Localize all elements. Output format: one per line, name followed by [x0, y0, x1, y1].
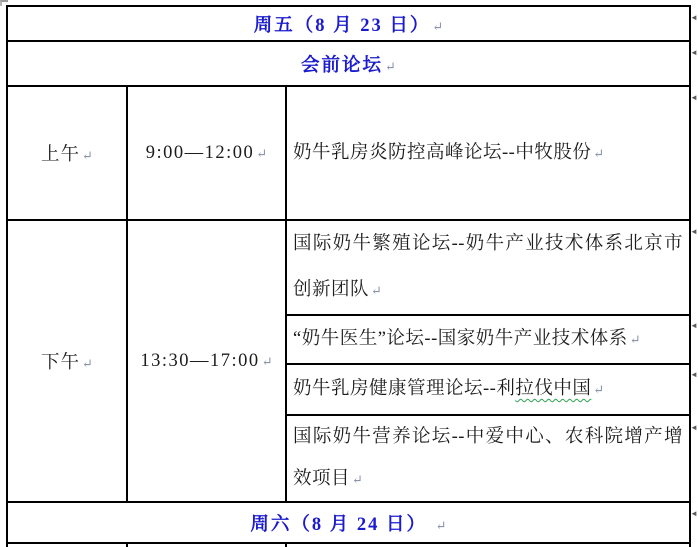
paragraph-mark-icon: ↵ — [593, 382, 605, 397]
day2-header-cell — [7, 502, 690, 543]
morning-period-text: 上午 — [41, 145, 81, 165]
row-end-marker-icon: ◄ — [690, 423, 698, 432]
afternoon-event-2-cell — [286, 315, 690, 364]
afternoon-time-text: 13:30—17:00 — [140, 350, 260, 371]
empty-cell — [7, 543, 127, 547]
empty-cell — [127, 543, 286, 547]
afternoon-event-3-cell — [286, 364, 690, 415]
section-header-cell — [7, 41, 690, 86]
afternoon-event-3-text: 奶牛乳房健康管理论坛--利 — [293, 379, 516, 399]
table-row-day1-header — [7, 6, 690, 41]
afternoon-event-4-text: 国际奶牛营养论坛--中爱中心、农科院增产增效项目 — [293, 427, 683, 489]
row-end-marker-icon: ◄ — [690, 93, 698, 102]
paragraph-mark-icon: ↵ — [256, 145, 268, 161]
afternoon-event-3-spellcheck-text: 拉伐中国 — [515, 379, 592, 399]
day1-header-cell — [7, 6, 690, 41]
morning-event-text: 奶牛乳房炎防控高峰论坛--中牧股份 — [293, 142, 592, 163]
paragraph-mark-icon: ↵ — [82, 148, 93, 163]
row-end-marker-icon: ◄ — [690, 227, 698, 236]
row-end-marker-icon: ◄ — [690, 370, 698, 379]
table-row-next-partial — [7, 543, 690, 547]
afternoon-time-cell — [127, 220, 286, 502]
paragraph-mark-icon: ↵ — [435, 517, 447, 533]
paragraph-mark-icon: ↵ — [352, 472, 363, 487]
day1-header-text: 周五（8 月 23 日） — [253, 15, 431, 36]
section-header-text: 会前论坛 — [301, 55, 384, 76]
afternoon-event-2-text: “奶牛医生”论坛--国家奶牛产业技术体系 — [293, 329, 628, 349]
row-end-marker-icon: ◄ — [690, 509, 698, 518]
row-end-marker-icon: ◄ — [690, 48, 698, 57]
afternoon-period-text: 下午 — [41, 353, 81, 373]
table-row-afternoon-1 — [7, 220, 690, 315]
morning-time-cell — [127, 86, 286, 220]
day2-header-text: 周六（8 月 24 日） — [250, 514, 428, 535]
paragraph-mark-icon: ↵ — [82, 356, 93, 371]
table-row-section-header — [7, 41, 690, 86]
morning-period-cell — [7, 86, 127, 220]
morning-time-text: 9:00—12:00 — [145, 142, 255, 163]
paragraph-mark-icon: ↵ — [385, 58, 396, 74]
afternoon-period-cell — [7, 220, 127, 502]
empty-cell — [286, 543, 690, 547]
afternoon-event-4-cell — [286, 415, 690, 502]
morning-event-cell — [286, 86, 690, 220]
paragraph-mark-icon: ↵ — [261, 353, 273, 369]
paragraph-mark-icon: ↵ — [593, 145, 605, 161]
paragraph-mark-icon: ↵ — [629, 332, 641, 347]
table-row-day2-header — [7, 502, 690, 543]
paragraph-mark-icon: ↵ — [432, 18, 444, 34]
schedule-table — [6, 5, 691, 547]
row-end-marker-icon: ◄ — [690, 13, 698, 22]
afternoon-event-1-cell — [286, 220, 690, 315]
paragraph-mark-icon: ↵ — [371, 283, 382, 298]
afternoon-event-1-text: 国际奶牛繁殖论坛--奶牛产业技术体系北京市创新团队 — [293, 234, 683, 300]
row-end-marker-icon: ◄ — [690, 321, 698, 330]
table-row-morning — [7, 86, 690, 220]
